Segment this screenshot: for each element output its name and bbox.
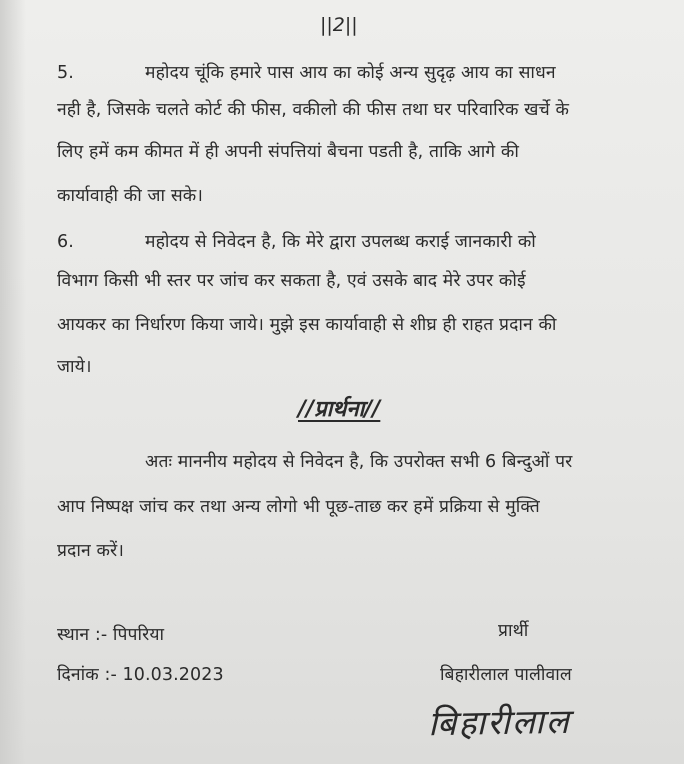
handwritten-signature: बिहारीलाल — [427, 701, 572, 745]
para5-line4: कार्यावाही की जा सके। — [57, 186, 204, 206]
para6-line2: विभाग किसी भी स्तर पर जांच कर सकता है, एवं उसके बाद मेरे उपर कोई — [57, 271, 526, 291]
para5-line3: लिए हमें कम कीमत में ही अपनी संपत्तियां बैचना पडती है, ताकि आगे की — [57, 142, 519, 162]
prayer-line1: अतः माननीय महोदय से निवेदन है, कि उपरोक्त सभी 6 बिन्दुओं पर — [145, 452, 573, 472]
page-shadow — [0, 0, 26, 764]
date-label: दिनांक :- 10.03.2023 — [57, 665, 224, 685]
place-label: स्थान :- पिपरिया — [57, 625, 165, 645]
para5-line2: नही है, जिसके चलते कोर्ट की फीस, वकीलो की फीस तथा घर परिवारिक खर्चे के — [57, 100, 569, 120]
prayer-line2: आप निष्पक्ष जांच कर तथा अन्य लोगो भी पूछ-ताछ कर हमें प्रक्रिया से मुक्ति — [57, 497, 540, 517]
applicant-name: बिहारीलाल पालीवाल — [440, 665, 572, 685]
prayer-line3: प्रदान करें। — [57, 541, 124, 561]
prayer-heading: //प्रार्थना// — [298, 397, 381, 422]
para5-number: 5. — [57, 63, 74, 83]
para6-number: 6. — [57, 232, 74, 252]
para5-line1: महोदय चूंकि हमारे पास आय का कोई अन्य सुदृढ़ आय का साधन — [145, 63, 556, 83]
para6-line1: महोदय से निवेदन है, कि मेरे द्वारा उपलब्ध कराई जानकारी को — [145, 232, 536, 252]
para6-line4: जाये। — [57, 357, 92, 377]
page-number: ||2|| — [320, 14, 358, 36]
para6-line3: आयकर का निर्धारण किया जाये। मुझे इस कार्यावाही से शीघ्र ही राहत प्रदान की — [57, 315, 557, 335]
applicant-label: प्रार्थी — [498, 621, 529, 641]
